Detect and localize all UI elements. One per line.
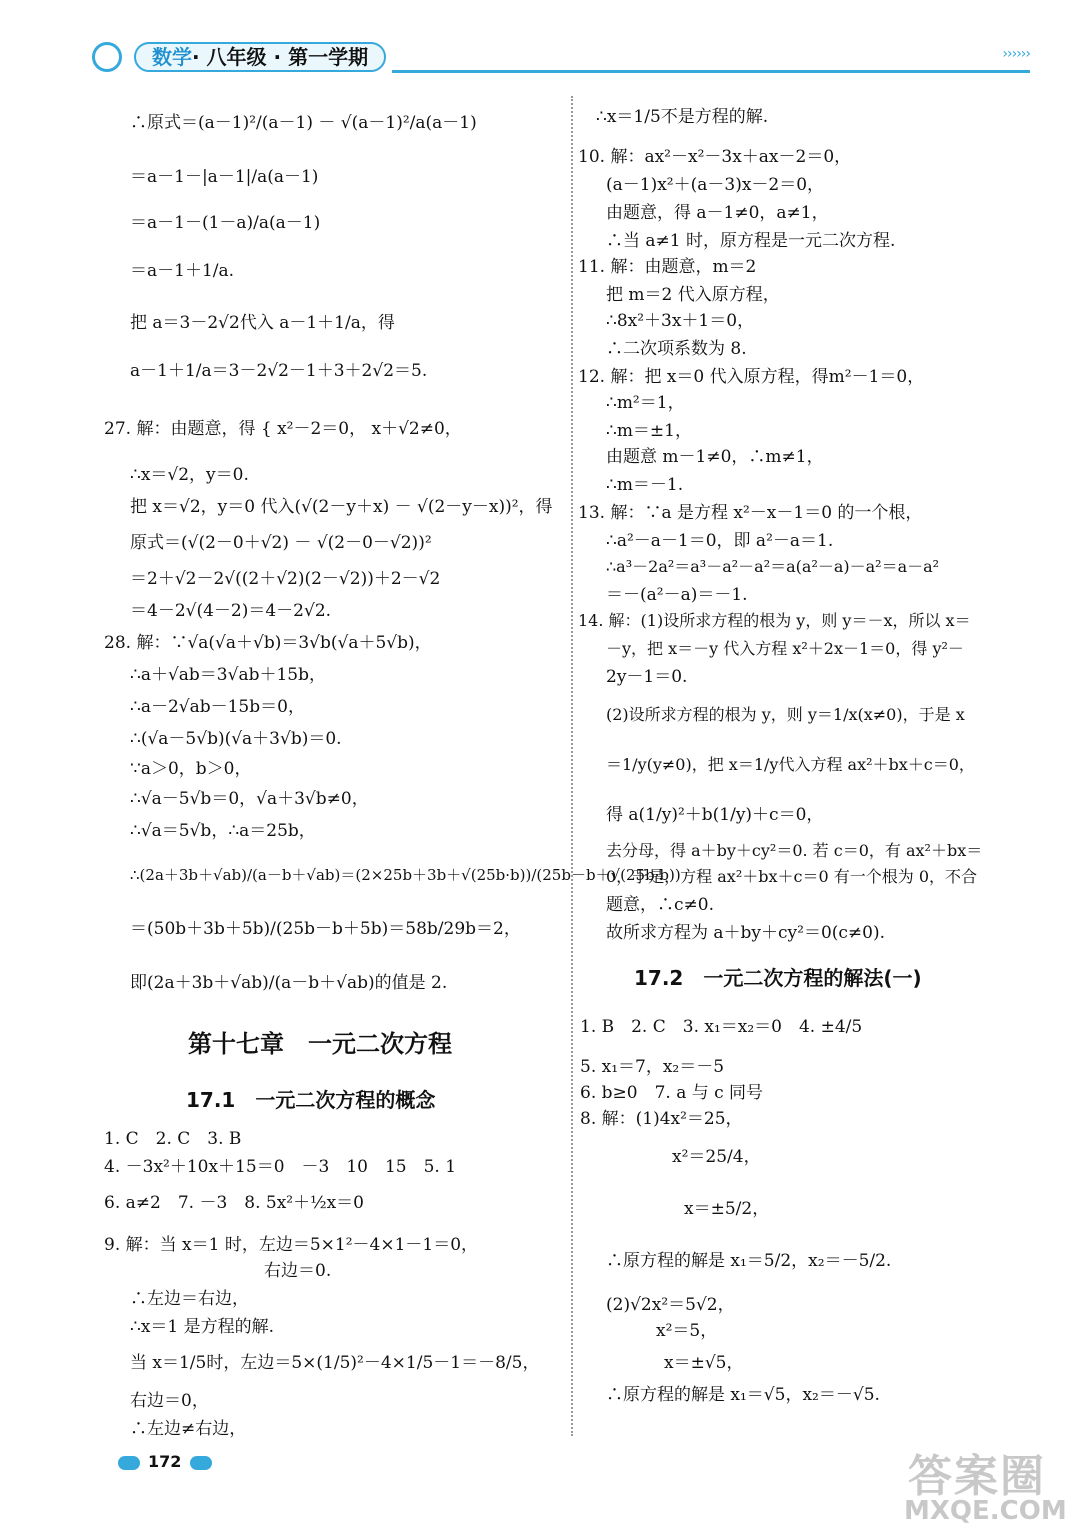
answer-line: 得 a(1/y)²＋b(1/y)＋c＝0， [606, 805, 824, 825]
answer-line: 把 a＝3－2√2代入 a－1＋1/a，得 [130, 313, 395, 333]
answer-line: a－1＋1/a＝3－2√2－1＋3＋2√2＝5. [130, 361, 428, 381]
answer-line: 去分母，得 a＋by＋cy²＝0. 若 c＝0，有 ax²＋bx＝ [606, 841, 983, 860]
answer-line: 28. 解：∵√a(√a＋√b)＝3√b(√a＋5√b)， [104, 633, 432, 653]
answer-line: ＝a－1－|a－1|/a(a－1) [130, 167, 319, 187]
answer-line: 5. x₁＝7，x₂＝－5 [580, 1057, 725, 1077]
answer-line: ∴a²－a－1＝0，即 a²－a＝1. [606, 531, 834, 551]
answer-line: 13. 解：∵a 是方程 x²－x－1＝0 的一个根， [578, 503, 923, 523]
watermark-logo: 答案圈 [908, 1451, 1046, 1502]
answer-line: 10. 解：ax²－x²－3x＋ax－2＝0， [578, 147, 852, 167]
answer-line: 1. C 2. C 3. B [104, 1129, 242, 1149]
answer-line: 2y－1＝0. [606, 667, 688, 687]
section-title: 17.2 一元二次方程的解法(一) [634, 966, 922, 990]
answer-line: x²＝25/4， [672, 1147, 761, 1167]
header-circle-icon [92, 42, 122, 72]
answer-line: x＝±5/2， [684, 1199, 770, 1219]
footer-pill-right-icon [190, 1456, 212, 1470]
answer-line: (2)设所求方程的根为 y，则 y＝1/x(x≠0)，于是 x [606, 705, 965, 724]
answer-line: ＝－(a²－a)＝－1. [606, 585, 748, 605]
answer-line: ＝1/y(y≠0)，把 x＝1/y代入方程 ax²＋bx＋c＝0， [606, 755, 975, 774]
answer-line: 右边＝0. [264, 1261, 332, 1281]
answer-line: ＝(50b＋3b＋5b)/(25b－b＋5b)＝58b/29b＝2， [130, 919, 521, 939]
header-arrows-icon: ›››››› [1002, 46, 1030, 62]
answer-line: (a－1)x²＋(a－3)x－2＝0， [606, 175, 825, 195]
answer-line: 0，于是，方程 ax²＋bx＋c＝0 有一个根为 0，不合 [606, 867, 978, 886]
answer-line: 当 x＝1/5时，左边＝5×(1/5)²－4×1/5－1＝－8/5， [130, 1353, 540, 1373]
answer-line: ∵a＞0，b＞0， [130, 759, 252, 779]
answer-line: ∴√a－5√b＝0，√a＋3√b≠0， [130, 789, 369, 809]
answer-line: ∴a³－2a²＝a³－a²－a²＝a(a²－a)－a²＝a－a² [606, 557, 940, 576]
answer-line: 27. 解：由题意，得 { x²－2＝0， x＋√2≠0， [104, 419, 462, 439]
header-grade: · 八年级 · 第一学期 [192, 45, 369, 69]
answer-line: ∴a－2√ab－15b＝0， [130, 697, 305, 717]
answer-line: ∴二次项系数为 8. [606, 339, 747, 359]
answer-line: ∴x＝1/5不是方程的解. [596, 107, 769, 127]
answer-line: ∴x＝1 是方程的解. [130, 1317, 275, 1337]
answer-line: 由题意 m－1≠0，∴m≠1， [606, 447, 824, 467]
answer-line: ∴a＋√ab＝3√ab＋15b， [130, 665, 326, 685]
header-rule [392, 70, 1030, 73]
answer-line: ∴原式＝(a－1)²/(a－1) － √(a－1)²/a(a－1) [130, 113, 477, 133]
answer-line: 故所求方程为 a＋by＋cy²＝0(c≠0). [606, 923, 886, 943]
chapter-title: 第十七章 一元二次方程 [188, 1030, 452, 1058]
answer-line: ∴左边＝右边， [130, 1289, 249, 1309]
answer-line: －y，把 x＝－y 代入方程 x²＋2x－1＝0，得 y²－ [606, 639, 964, 658]
answer-line: ＝a－1＋1/a. [130, 261, 235, 281]
answer-line: ∴原方程的解是 x₁＝√5，x₂＝－√5. [606, 1385, 880, 1405]
section-title: 17.1 一元二次方程的概念 [186, 1088, 436, 1112]
header-tab [134, 42, 386, 72]
answer-line: 8. 解：(1)4x²＝25， [580, 1109, 743, 1129]
answer-line: x＝±√5， [664, 1353, 744, 1373]
answer-line: ∴√a＝5√b，∴a＝25b， [130, 821, 316, 841]
answer-line: ∴8x²＋3x＋1＝0， [606, 311, 755, 331]
answer-line: ∴左边≠右边， [130, 1419, 247, 1439]
answer-line: ∴(2a＋3b＋√ab)/(a－b＋√ab)＝(2×25b＋3b＋√(25b·b))/(25b－b＋√(25b·b)) [130, 866, 681, 884]
answer-line: 12. 解：把 x＝0 代入原方程，得m²－1＝0， [578, 367, 925, 387]
answer-line: x²＝5， [656, 1321, 718, 1341]
page-header [92, 40, 1030, 74]
answer-line: 1. B 2. C 3. x₁＝x₂＝0 4. ±4/5 [580, 1017, 863, 1037]
answer-line: 6. b≥0 7. a 与 c 同号 [580, 1083, 764, 1103]
watermark-url: MXQE.COM [904, 1496, 1067, 1526]
answer-line: 原式＝(√(2－0＋√2) － √(2－0－√2))² [130, 533, 432, 553]
answer-line: 题意，∴c≠0. [606, 895, 714, 915]
answer-line: 11. 解：由题意，m＝2 [578, 257, 757, 277]
answer-line: 右边＝0， [130, 1391, 209, 1411]
answer-line: ∴m²＝1， [606, 393, 685, 413]
answer-line: (2)√2x²＝5√2， [606, 1295, 735, 1315]
answer-line: 即(2a＋3b＋√ab)/(a－b＋√ab)的值是 2. [130, 973, 448, 993]
answer-line: 把 m＝2 代入原方程， [606, 285, 780, 305]
column-divider [571, 96, 573, 1436]
watermark [898, 1440, 1068, 1530]
answer-line: ∴(√a－5√b)(√a＋3√b)＝0. [130, 729, 342, 749]
page-footer [118, 1452, 228, 1476]
answer-line: 把 x＝√2，y＝0 代入(√(2－y＋x) － √(2－y－x))²，得 [130, 497, 553, 517]
answer-line: ∴m＝－1. [606, 475, 684, 495]
answer-line: 4. －3x²＋10x＋15＝0 －3 10 15 5. 1 [104, 1157, 457, 1177]
answer-line: ∴x＝√2，y＝0. [130, 465, 249, 485]
answer-line: 9. 解：当 x＝1 时，左边＝5×1²－4×1－1＝0， [104, 1235, 479, 1255]
answer-line: 由题意，得 a－1≠0，a≠1， [606, 203, 829, 223]
footer-pill-left-icon [118, 1456, 140, 1470]
answer-line: 14. 解：(1)设所求方程的根为 y，则 y＝－x，所以 x＝ [578, 611, 971, 630]
answer-line: ∴m＝±1， [606, 421, 692, 441]
answer-line: 6. a≠2 7. －3 8. 5x²＋½x＝0 [104, 1193, 364, 1213]
header-subject: 数学 [152, 45, 192, 69]
page-number: 172 [148, 1452, 182, 1471]
answer-line: ∴当 a≠1 时，原方程是一元二次方程. [606, 231, 896, 251]
answer-line: ＝a－1－(1－a)/a(a－1) [130, 213, 321, 233]
answer-line: ＝2＋√2－2√((2＋√2)(2－√2))＋2－√2 [130, 569, 441, 589]
answer-line: ＝4－2√(4－2)＝4－2√2. [130, 601, 332, 621]
answer-line: ∴原方程的解是 x₁＝5/2，x₂＝－5/2. [606, 1251, 892, 1271]
